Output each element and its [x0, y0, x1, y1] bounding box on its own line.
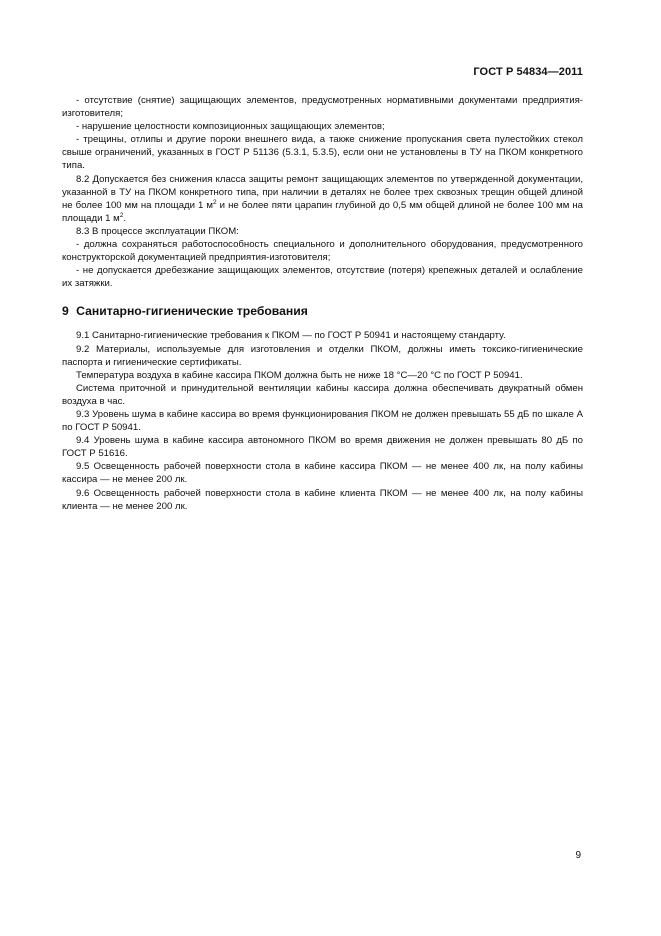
paragraph-9-2: 9.2 Материалы, используемые для изготовления и отделки ПКОМ, должны иметь токсико-гигиенические паспорта и гигиенические сертификаты. [62, 343, 583, 368]
paragraph-8-3: 8.3 В процессе эксплуатации ПКОМ: [76, 225, 239, 237]
page-number: 9 [575, 850, 581, 861]
paragraph-8-2: 8.2 Допускается без снижения класса защиты ремонт защищающих элементов по утвержденной документации, указанной в ТУ на ПКОМ конкретного типа, при наличии в деталях не более трех сквозных трещин общей длиной не более 100 мм на площади 1 $м^2$ и не более пяти царапин глубиной до 0,5 мм общей длиной не более 100 мм на площади 1 $м^2$. [62, 173, 583, 224]
paragraph-9-3: 9.3 Уровень шума в кабине кассира во время функционирования ПКОМ не должен превышать 55 дБ по шкале А по ГОСТ Р 50941. [62, 408, 583, 434]
section-heading [62, 303, 583, 319]
paragraph-9-1: 9.1 Санитарно-гигиенические требования к ПКОМ — по ГОСТ Р 50941 и настоящему стандарту. [76, 330, 506, 342]
document-header: ГОСТ Р 54834—2011 [473, 66, 583, 78]
paragraph-9-6: 9.6 Освещенность рабочей поверхности стола в кабине клиента ПКОМ — не менее 400 лк, на полу кабины клиента — не менее 200 лк. [62, 487, 583, 512]
page-content [62, 94, 583, 513]
paragraph: Температура воздуха в кабине кассира ПКОМ должна быть не ниже 18 °С—20 °С по ГОСТ Р 50941. [76, 369, 523, 381]
paragraph: - должна сохраняться работоспособность специального и дополнительного оборудования, предусмотренного конструкторской документацией предприятия-изготовителя; [62, 239, 583, 264]
paragraph-9-5: 9.5 Освещенность рабочей поверхности стола в кабине кассира ПКОМ — не менее 400 лк, на полу кабины кассира — не менее 200 лк. [62, 461, 583, 486]
paragraph: - трещины, отлипы и другие пороки внешнего вида, а также снижение пропускания света пулестойких стекол свыше ограничений, указанных в ГОСТ Р 51136 (5.3.1, 5.3.5), если они не установлены в ТУ на ПКОМ конкретного типа. [62, 134, 583, 172]
paragraph: - отсутствие (снятие) защищающих элементов, предусмотренных нормативными документами предприятия-изготовителя; [62, 95, 583, 120]
paragraph: - нарушение целостности композиционных защищающих элементов; [76, 121, 385, 133]
section-number: 9 [62, 304, 69, 319]
section-title: Санитарно-гигиенические требования [76, 304, 308, 319]
paragraph-9-4: 9.4 Уровень шума в кабине кассира автономного ПКОМ во время движения не должен превышать 80 дБ по ГОСТ Р 51616. [62, 435, 583, 460]
paragraph: - не допускается дребезжание защищающих элементов, отсутствие (потеря) крепежных деталей и ослабление их затяжки. [62, 265, 583, 290]
paragraph: Система приточной и принудительной вентиляции кабины кассира должна обеспечивать двукратный обмен воздуха в час. [62, 382, 583, 407]
